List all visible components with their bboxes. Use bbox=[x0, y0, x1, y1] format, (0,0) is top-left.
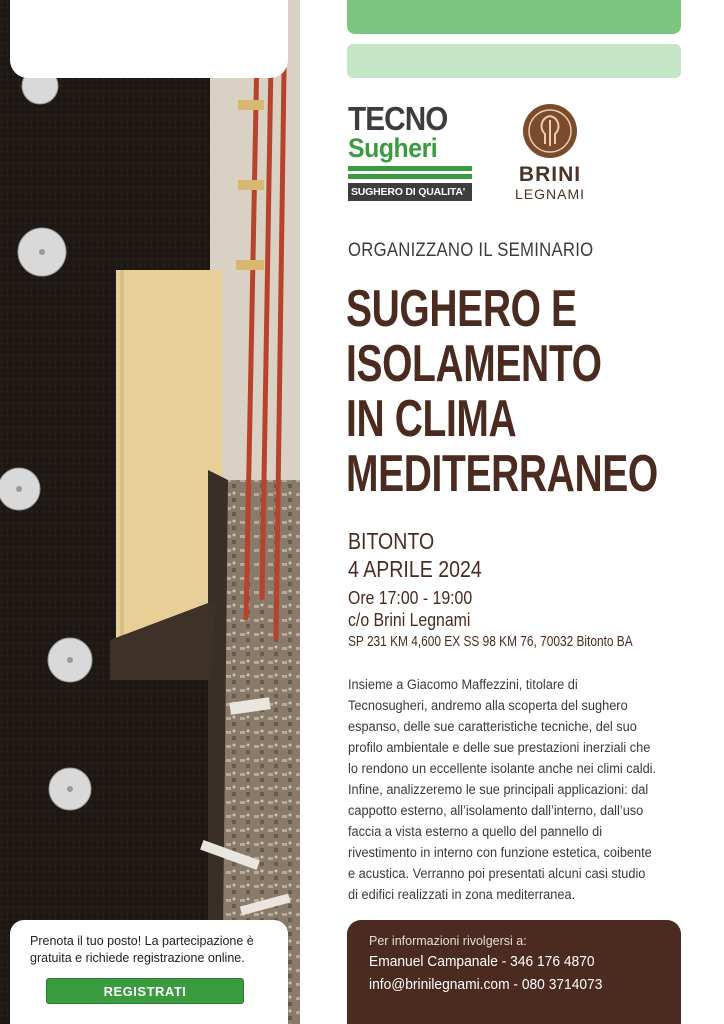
decorative-bar-light-green bbox=[347, 44, 681, 78]
logo-tecno-text: TECNO bbox=[348, 100, 448, 137]
tree-icon bbox=[523, 104, 577, 158]
decorative-bar-green bbox=[347, 0, 681, 34]
registration-message: Prenota il tuo posto! La partecipazione è gratuita e richiede registrazione online. bbox=[30, 934, 254, 965]
contact-email-line[interactable]: info@brinilegnami.com - 080 3714073 bbox=[369, 976, 603, 993]
seminar-description bbox=[348, 675, 690, 906]
description-line: Infine, analizzeremo le sue principali applicazioni: dal bbox=[348, 782, 649, 798]
description-line: rivestimento in interno con funzione estetica, coibente bbox=[348, 845, 652, 861]
tecnosugheri-logo bbox=[348, 100, 472, 201]
event-time: Ore 17:00 - 19:00 bbox=[348, 588, 473, 608]
seminar-title bbox=[346, 282, 658, 502]
event-address: SP 231 KM 4,600 EX SS 98 KM 76, 70032 Bitonto BA bbox=[348, 634, 633, 650]
description-line: Insieme a Giacomo Maffezzini, titolare di bbox=[348, 677, 578, 693]
top-white-card bbox=[10, 0, 288, 78]
event-place-date bbox=[348, 527, 482, 583]
contact-box bbox=[347, 920, 681, 1024]
description-line: cappotto esterno, all’isolamento dall’interno, dall’uso bbox=[348, 803, 644, 819]
event-date: 4 APRILE 2024 bbox=[348, 556, 482, 582]
logo-stripe bbox=[348, 174, 472, 179]
description-line: e acustica. Verranno poi presentati alcuni casi studio bbox=[348, 866, 646, 882]
description-line: lo rendono un eccellente isolante anche nei climi caldi. bbox=[348, 761, 657, 777]
logo-sugheri-text: Sugheri bbox=[348, 133, 438, 163]
title-line: IN CLIMA bbox=[346, 390, 517, 448]
cork-wall-photo bbox=[0, 0, 300, 1024]
description-line: espanso, delle sue caratteristiche tecniche, del suo bbox=[348, 719, 637, 735]
title-line: SUGHERO E bbox=[346, 280, 577, 338]
description-line: profilo ambientale e delle sue prestazioni inerziali che bbox=[348, 740, 651, 756]
description-line: Tecnosugheri, andremo alla scoperta del sughero bbox=[348, 698, 628, 714]
contact-label: Per informazioni rivolgersi a: bbox=[369, 934, 527, 948]
register-button[interactable]: REGISTRATI bbox=[46, 978, 244, 1004]
title-line: ISOLAMENTO bbox=[346, 335, 602, 393]
contact-phone-line: Emanuel Campanale - 346 176 4870 bbox=[369, 953, 595, 970]
logo-legnami-text: LEGNAMI bbox=[514, 186, 585, 202]
logo-stripe bbox=[348, 166, 472, 171]
description-line: di edifici realizzati in zona mediterranea. bbox=[348, 887, 576, 903]
event-time-venue bbox=[348, 587, 472, 631]
registration-card bbox=[10, 920, 288, 1024]
title-line: MEDITERRANEO bbox=[346, 445, 658, 503]
event-city: BITONTO bbox=[348, 528, 435, 554]
event-venue: c/o Brini Legnami bbox=[348, 610, 471, 630]
logo-tagline: SUGHERO DI QUALITA' bbox=[348, 183, 472, 201]
brini-legnami-logo bbox=[505, 104, 595, 202]
intro-text: ORGANIZZANO IL SEMINARIO bbox=[348, 240, 594, 261]
description-line: faccia a vista esterno a quello del pannello di bbox=[348, 824, 603, 840]
logo-brini-text: BRINI bbox=[518, 163, 582, 186]
